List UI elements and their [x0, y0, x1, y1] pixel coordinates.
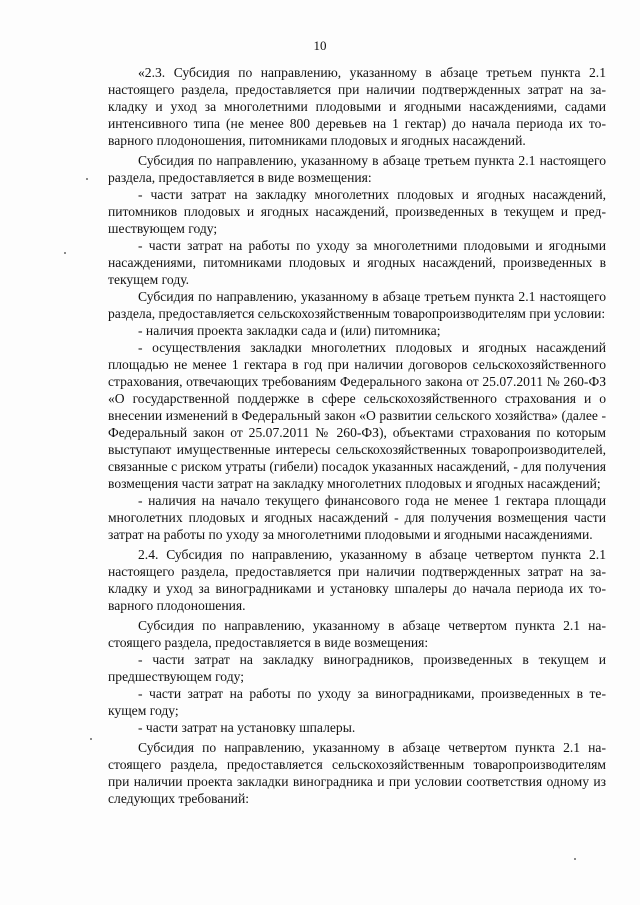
list-item-vineyard-planting: - части затрат на закладку виноградников, произведенных в текущем и предшествующем году; [108, 652, 606, 684]
scan-speck [86, 178, 88, 180]
document-body [108, 64, 606, 807]
paragraph-vineyard-reimbursement: Субсидия по направлению, указанному в абзаце четвертом пункта 2.1 настоящего раздела, предоставляется в виде возмещения: [108, 618, 606, 650]
paragraph-reimbursement-form: Субсидия по направлению, указанному в абзаце третьем пункта 2.1 настоящего раздела, предоставляется в виде возмещения: [108, 153, 606, 185]
list-item-area: - наличия на начало текущего финансового года не менее 1 гектара площади многолетних плодовых и ягодных насаждений - для получения возмещения части затрат на работы по уходу за многолетними плодовыми и ягодными насаждениями. [108, 493, 606, 542]
paragraph-2-4: 2.4. Субсидия по направлению, указанному в абзаце четвертом пункта 2.1 настоящего раздела, предоставляется при наличии подтвержденных затрат на закладку и уход за виноградниками и установку шпалеры до начала периода их товарного плодоношения. [108, 547, 606, 613]
scan-speck [574, 858, 576, 860]
list-item-insurance: - осуществления закладки многолетних плодовых и ягодных насаждений площадью не менее 1 гектара в год при наличии договоров сельскохозяйственного страхования, отвечающих требованиям Федерального закона от 25.07.2011 № 260-ФЗ «О государственной поддержке в сфере сельскохозяйственного страхования и о внесении изменений в Федеральный закон «О развитии сельского хозяйства» (далее - Федеральный закон от 25.07.2011 № 260-ФЗ), объектами страхования по которым выступают имущественные интересы сельскохозяйственных товаропроизводителей, связанные с риском утраты (гибели) посадок указанных насаждений, - для получения возмещения части затрат на закладку многолетних плодовых и ягодных насаждений; [108, 340, 606, 491]
scan-speck [90, 738, 92, 740]
paragraph-2-3: «2.3. Субсидия по направлению, указанному в абзаце третьем пункта 2.1 настоящего раздела, предоставляется при наличии подтвержденных затрат на закладку и уход за многолетними плодовыми и ягодными насаждениями, садами интенсивного типа (не менее 800 деревьев на 1 гектар) до начала периода их товарного плодоношения, питомниками плодовых и ягодных насаждений. [108, 65, 606, 148]
list-item-planting-costs: - части затрат на закладку многолетних плодовых и ягодных насаждений, питомников плодовых и ягодных насаждений, произведенных в текущем и предшествующем году; [108, 187, 606, 236]
scan-speck [64, 252, 66, 254]
paragraph-conditions: Субсидия по направлению, указанному в абзаце третьем пункта 2.1 настоящего раздела, предоставляется сельскохозяйственным товаропроизводителям при условии: [108, 289, 606, 321]
paragraph-vineyard-conditions: Субсидия по направлению, указанному в абзаце четвертом пункта 2.1 настоящего раздела, предоставляется сельскохозяйственным товаропроизводителям при наличии проекта закладки виноградника и при условии соответствия одному из следующих требований: [108, 740, 606, 806]
page-number: 10 [313, 38, 327, 53]
list-item-trellis: - части затрат на установку шпалеры. [138, 720, 356, 735]
list-item-project: - наличия проекта закладки сада и (или) питомника; [138, 323, 441, 338]
list-item-care-costs: - части затрат на работы по уходу за многолетними плодовыми и ягодными насаждениями, питомниками плодовых и ягодных насаждений, произведенных в текущем году. [108, 238, 606, 287]
list-item-vineyard-care: - части затрат на работы по уходу за виноградниками, произведенных в текущем году; [108, 686, 606, 718]
